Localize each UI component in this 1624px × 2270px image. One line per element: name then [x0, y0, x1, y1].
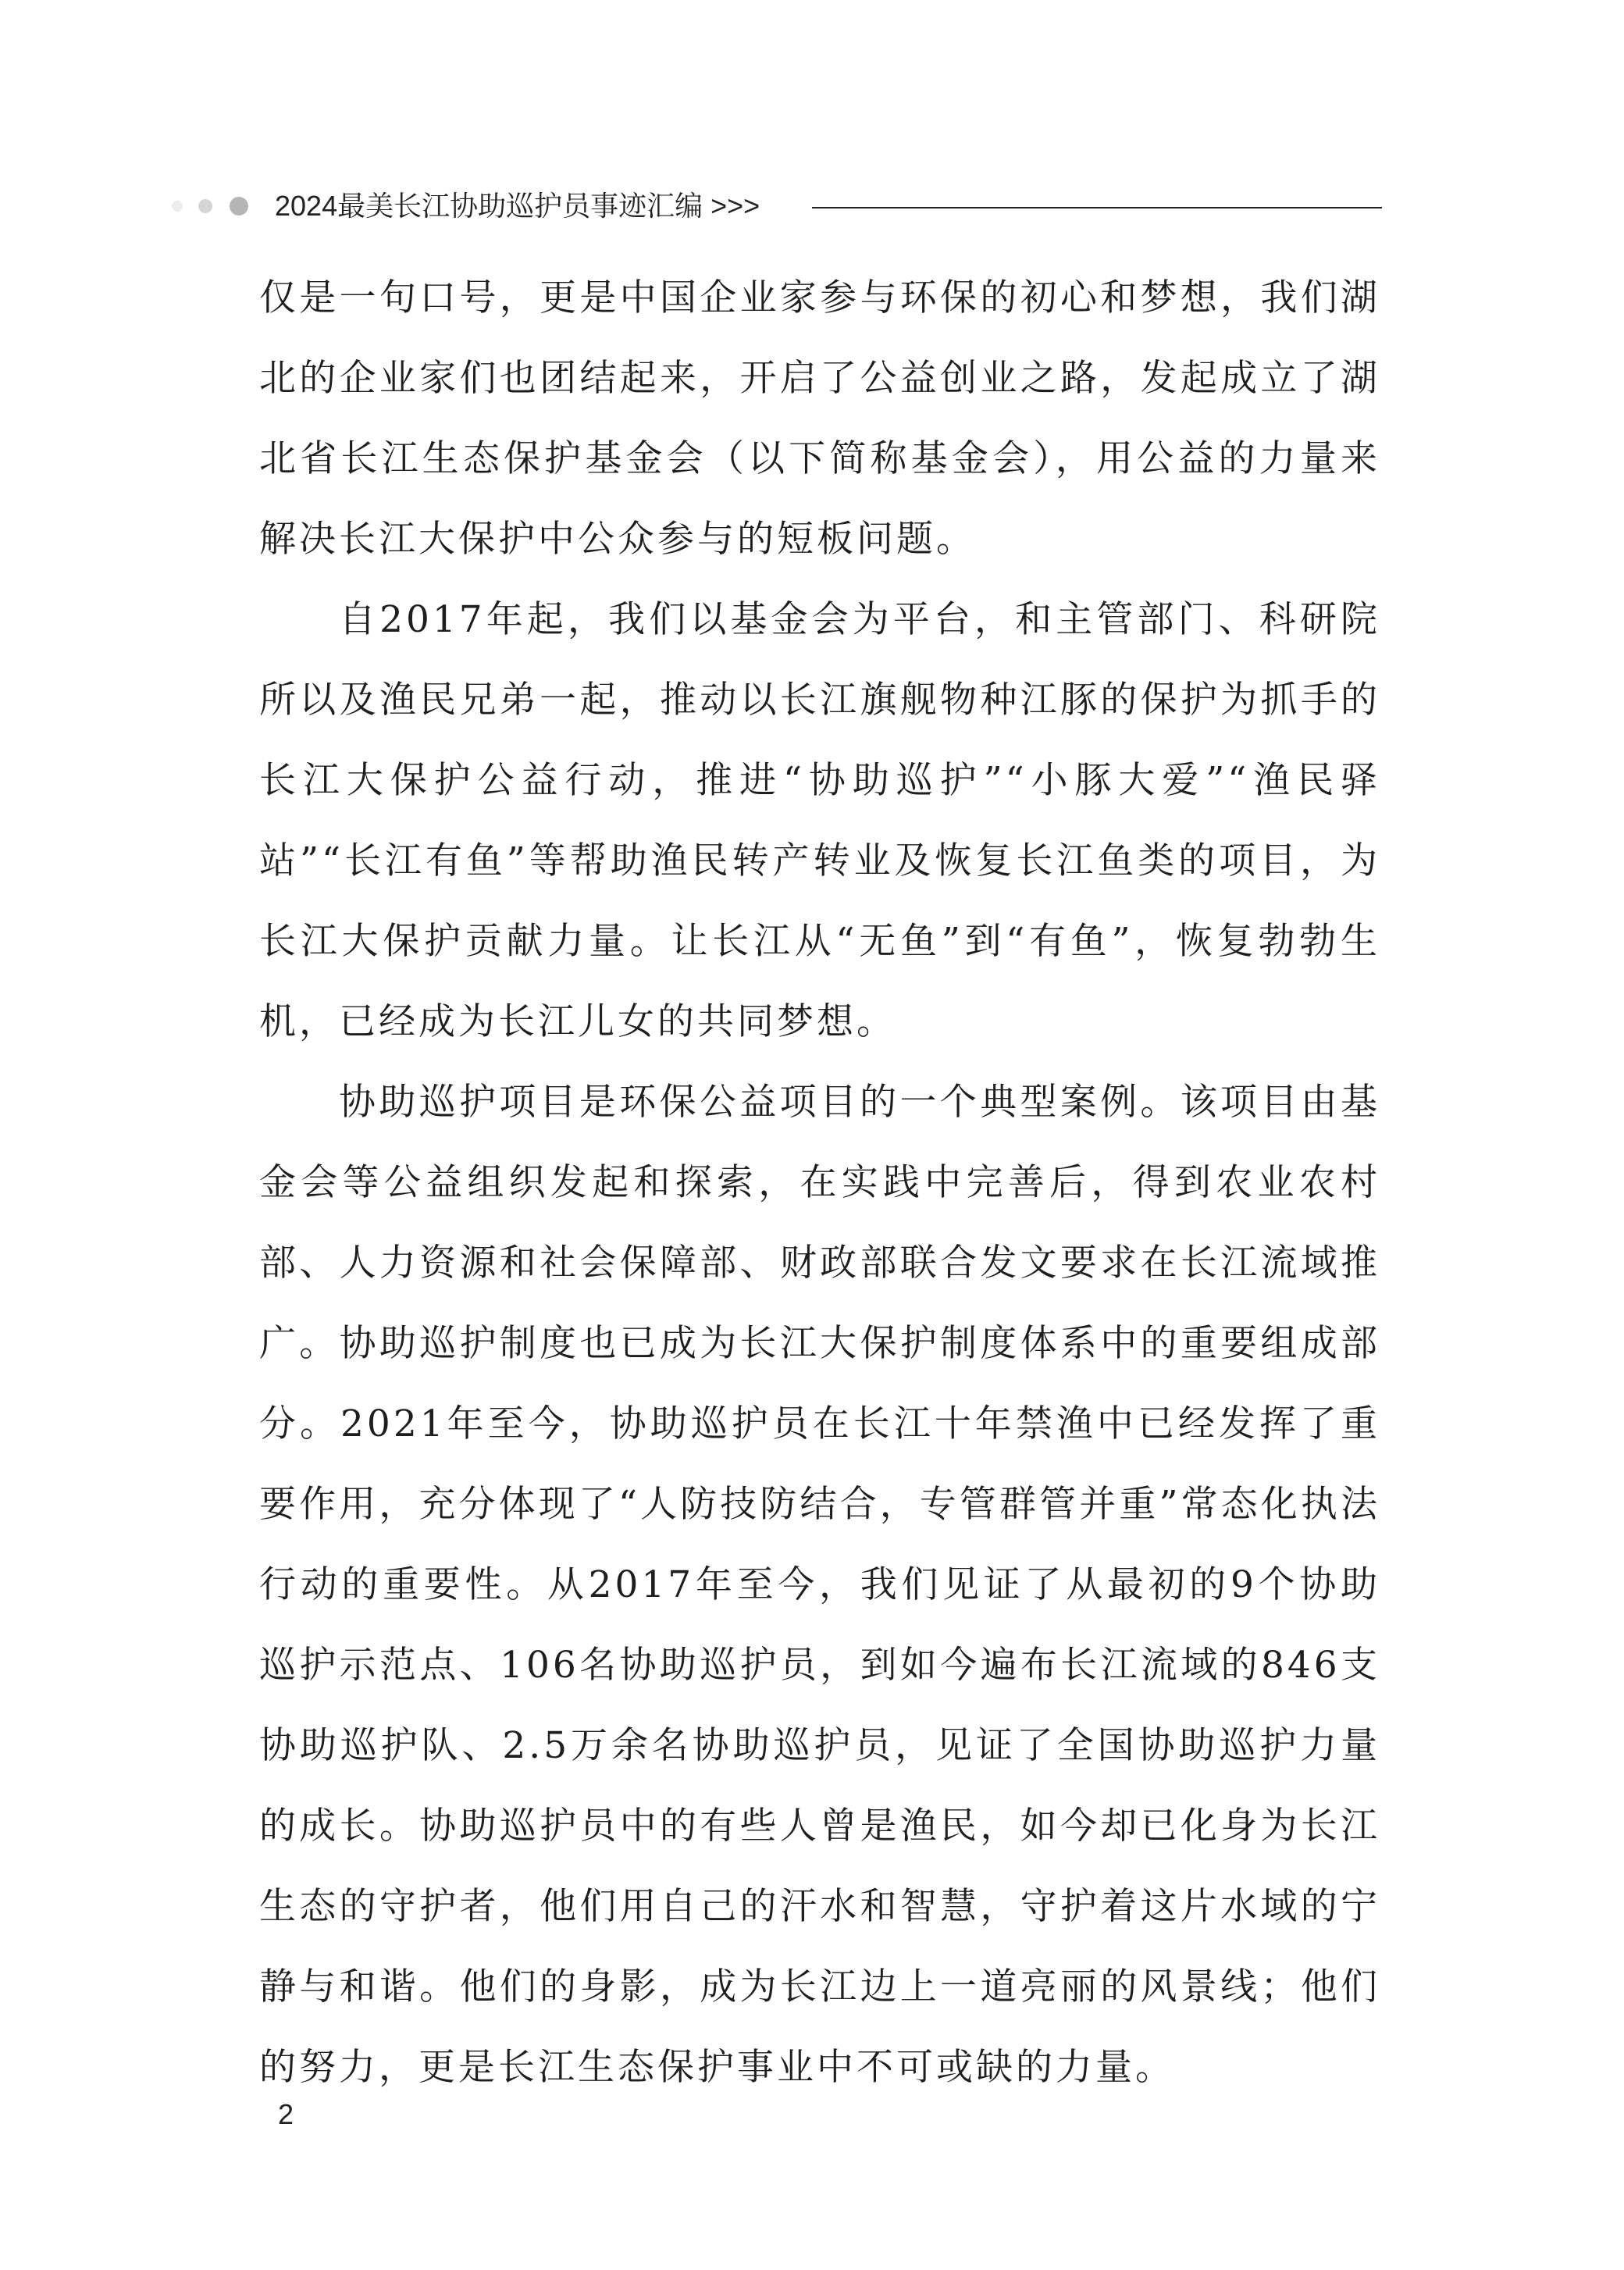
header-dot-medium-icon: [198, 199, 212, 213]
header-rule: [812, 207, 1382, 208]
paragraph: 自2017年起，我们以基金会为平台，和主管部门、科研院所以及渔民兄弟一起，推动以长江旗舰物种江豚的保护为抓手的长江大保护公益行动，推进“协助巡护”“小豚大爱”“渔民驿站”“长江有鱼”等帮助渔民转产转业及恢复长江鱼类的项目，为长江大保护贡献力量。让长江从“无鱼”到“有鱼”，恢复勃勃生机，已经成为长江儿女的共同梦想。: [259, 598, 1380, 1043]
paragraph: 协助巡护项目是环保公益项目的一个典型案例。该项目由基金会等公益组织发起和探索，在实践中完善后，得到农业农村部、人力资源和社会保障部、财政部联合发文要求在长江流域推广。协助巡护制度也已成为长江大保护制度体系中的重要组成部分。2021年至今，协助巡护员在长江十年禁渔中已经发挥了重要作用，充分体现了“人防技防结合，专管群管并重”常态化执法行动的重要性。从2017年至今，我们见证了从最初的9个协助巡护示范点、106名协助巡护员，到如今遍布长江流域的846支协助巡护队、2.5万余名协助巡护员，见证了全国协助巡护力量的成长。协助巡护员中的有些人曾是渔民，如今却已化身为长江生态的守护者，他们用自己的汗水和智慧，守护着这片水域的宁静与和谐。他们的身影，成为长江边上一道亮丽的风景线；他们的努力，更是长江生态保护事业中不可或缺的力量。: [259, 1081, 1380, 2089]
page-header: [167, 189, 1382, 220]
page-number: 2: [278, 2098, 294, 2130]
paragraph-continued: 仅是一句口号，更是中国企业家参与环保的初心和梦想，我们湖北的企业家们也团结起来，开启了公益创业之路，发起成立了湖北省长江生态保护基金会（以下简称基金会），用公益的力量来解决长江大保护中公众参与的短板问题。: [259, 276, 1380, 561]
article-body: [259, 258, 1380, 2108]
header-dot-light-icon: [172, 201, 183, 212]
header-dot-dark-icon: [230, 197, 248, 216]
running-header-title: 2024最美长江协助巡护员事迹汇编 >>>: [275, 190, 760, 222]
